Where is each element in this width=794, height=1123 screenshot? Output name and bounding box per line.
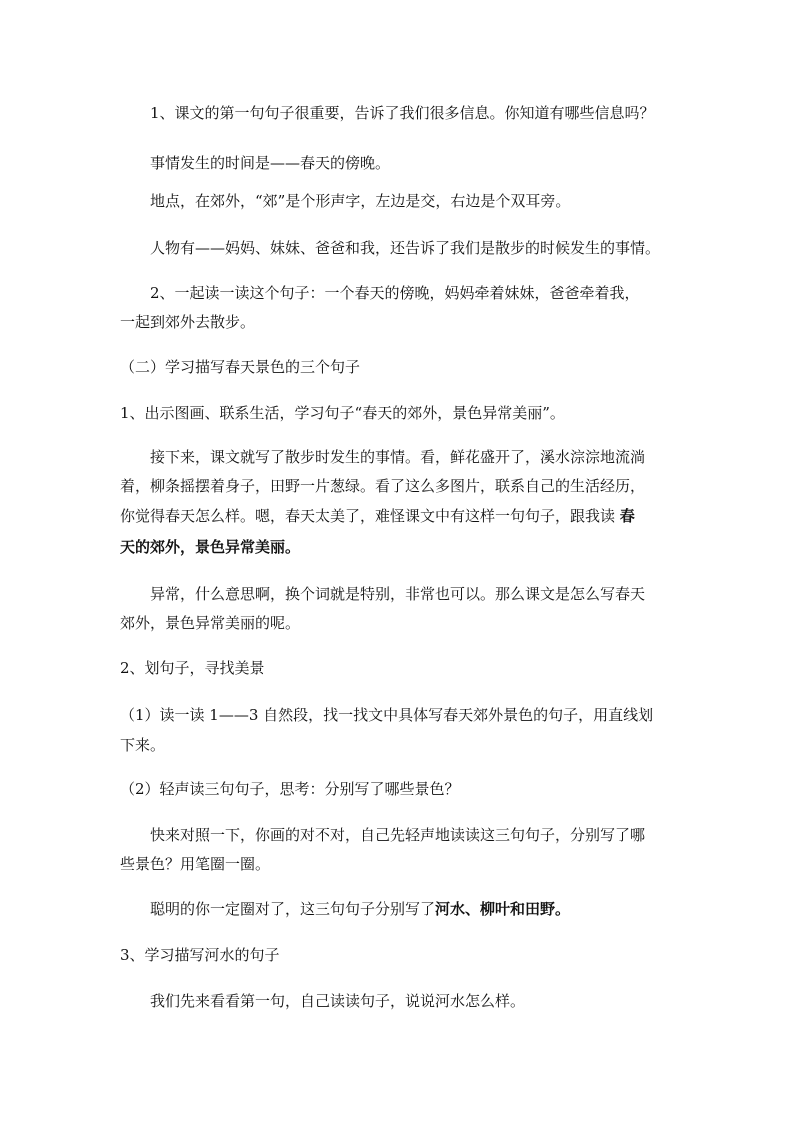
paragraph-smart <box>150 899 570 919</box>
paragraph-next-line3-text: 你觉得春天怎么样。嗯，春天太美了，难怪课文中有这样一句句子，跟我读 <box>120 507 616 525</box>
paragraph-people: 人物有——妈妈、妹妹、爸爸和我，还告诉了我们是散步的时候发生的事情。 <box>150 239 661 257</box>
paragraph-check-line1: 快来对照一下，你画的对不对，自己先轻声地读读这三句句子，分别写了哪 <box>150 826 646 844</box>
paragraph-task2: （2）轻声读三句句子，思考：分别写了哪些景色？ <box>120 780 460 798</box>
bold-scenery-list: 河水、柳叶和田野。 <box>435 900 571 918</box>
paragraph-info-question: 1、课文的第一句句子很重要，告诉了我们很多信息。你知道有哪些信息吗？ <box>150 104 655 122</box>
bold-quote-sentence: 天的郊外，景色异常美丽。 <box>120 538 301 556</box>
paragraph-unusual-line2: 郊外，景色异常美丽的呢。 <box>120 614 301 632</box>
paragraph-first-sentence: 我们先来看看第一句，自己读读句子，说说河水怎么样。 <box>150 992 526 1010</box>
paragraph-underline-sentences: 2、划句子，寻找美景 <box>120 659 265 677</box>
paragraph-unusual-line1: 异常，什么意思啊，换个词就是特别，非常也可以。那么课文是怎么写春天 <box>150 585 646 603</box>
paragraph-read-sentence-line2: 一起到郊外去散步。 <box>120 313 256 331</box>
paragraph-smart-text: 聪明的你一定圈对了，这三句句子分别写了 <box>150 900 436 918</box>
paragraph-time: 事情发生的时间是——春天的傍晚。 <box>150 154 391 172</box>
paragraph-task1-line1: （1）读一读 1——3 自然段，找一找文中具体写春天郊外景色的句子，用直线划 <box>120 706 654 724</box>
bold-quote-start: 春 <box>619 507 635 525</box>
paragraph-place: 地点，在郊外，“郊”是个形声字，左边是交，右边是个双耳旁。 <box>150 192 571 210</box>
paragraph-next-line1: 接下来，课文就写了散步时发生的事情。看，鲜花盛开了，溪水淙淙地流淌 <box>150 448 646 466</box>
paragraph-next-line3 <box>120 506 635 526</box>
section-heading-2: （二）学习描写春天景色的三个句子 <box>120 358 361 376</box>
paragraph-river-heading: 3、学习描写河水的句子 <box>120 946 280 964</box>
paragraph-next-line2: 着，柳条摇摆着身子，田野一片葱绿。看了这么多图片，联系自己的生活经历， <box>120 477 646 495</box>
paragraph-show-picture: 1、出示图画、联系生活，学习句子“春天的郊外，景色异常美丽”。 <box>120 404 565 422</box>
paragraph-task1-line2: 下来。 <box>120 736 166 754</box>
paragraph-read-sentence-line1: 2、一起读一读这个句子：一个春天的傍晚，妈妈牵着妹妹，爸爸牵着我， <box>150 284 640 302</box>
paragraph-check-line2: 些景色？用笔圈一圈。 <box>120 855 271 873</box>
